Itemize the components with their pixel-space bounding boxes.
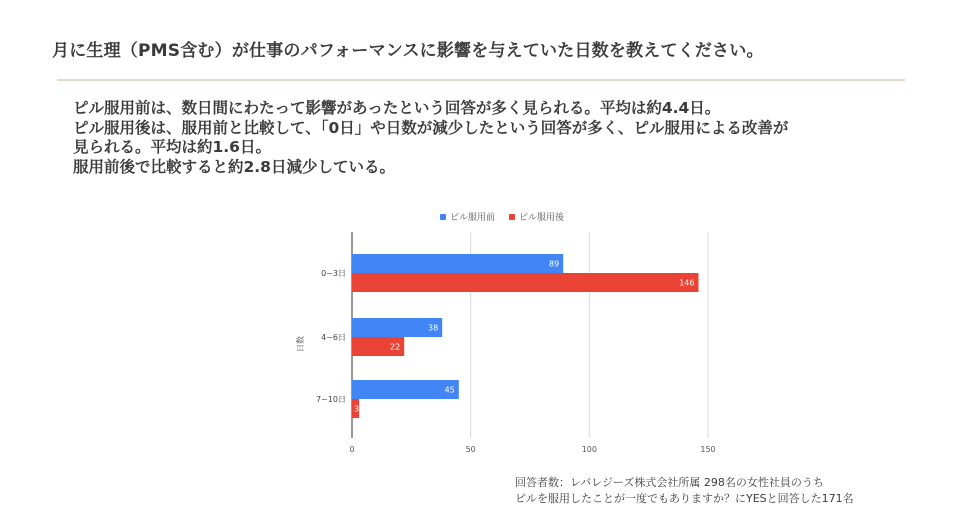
category-label: 0~3日 xyxy=(321,269,346,278)
data-label: 146 xyxy=(679,278,695,288)
bar xyxy=(352,254,563,273)
divider xyxy=(57,79,905,81)
footnote xyxy=(515,475,854,506)
data-label: 89 xyxy=(549,259,560,269)
page-heading: 月に生理（PMS含む）が仕事のパフォーマンスに影響を与えていた日数を教えてください。 xyxy=(52,41,764,61)
summary-line: 見られる。平均は約1.6日。 xyxy=(73,138,271,156)
x-tick-label: 100 xyxy=(581,445,597,454)
summary-line: ピル服用後は、服用前と比較して、「0日」や日数が減少したという回答が多く、ピル服用による改善が xyxy=(73,118,789,137)
x-tick-label: 0 xyxy=(349,445,355,454)
bar xyxy=(352,380,459,399)
legend-swatch xyxy=(509,214,515,220)
data-label: 38 xyxy=(427,323,439,333)
data-label: 45 xyxy=(444,385,455,395)
footnote-line: ピルを服用したことが一度でもありますか？にYESと回答した171名 xyxy=(515,491,854,505)
x-tick-label: 150 xyxy=(700,445,716,454)
x-tick-label: 50 xyxy=(465,445,476,454)
bar-chart xyxy=(290,205,730,460)
footnote-line: 回答者数：レバレジーズ株式会社所属 298名の女性社員のうち xyxy=(515,476,824,489)
summary-text xyxy=(73,99,788,177)
data-label: 22 xyxy=(390,342,401,352)
category-label: 4~6日 xyxy=(321,333,346,342)
legend-label: ピル服用後 xyxy=(519,213,565,223)
data-label: 3 xyxy=(354,404,360,414)
bar xyxy=(352,273,699,292)
summary-line: ピル服用前は、数日間にわたって影響があったという回答が多く見られる。平均は約4.4日。 xyxy=(73,99,721,117)
legend-label: ピル服用前 xyxy=(450,213,496,223)
y-axis-title: 日数 xyxy=(296,336,305,352)
legend-swatch xyxy=(440,214,446,220)
category-label: 7~10日 xyxy=(316,395,346,404)
summary-line: 服用前後で比較すると約2.8日減少している。 xyxy=(73,157,395,176)
